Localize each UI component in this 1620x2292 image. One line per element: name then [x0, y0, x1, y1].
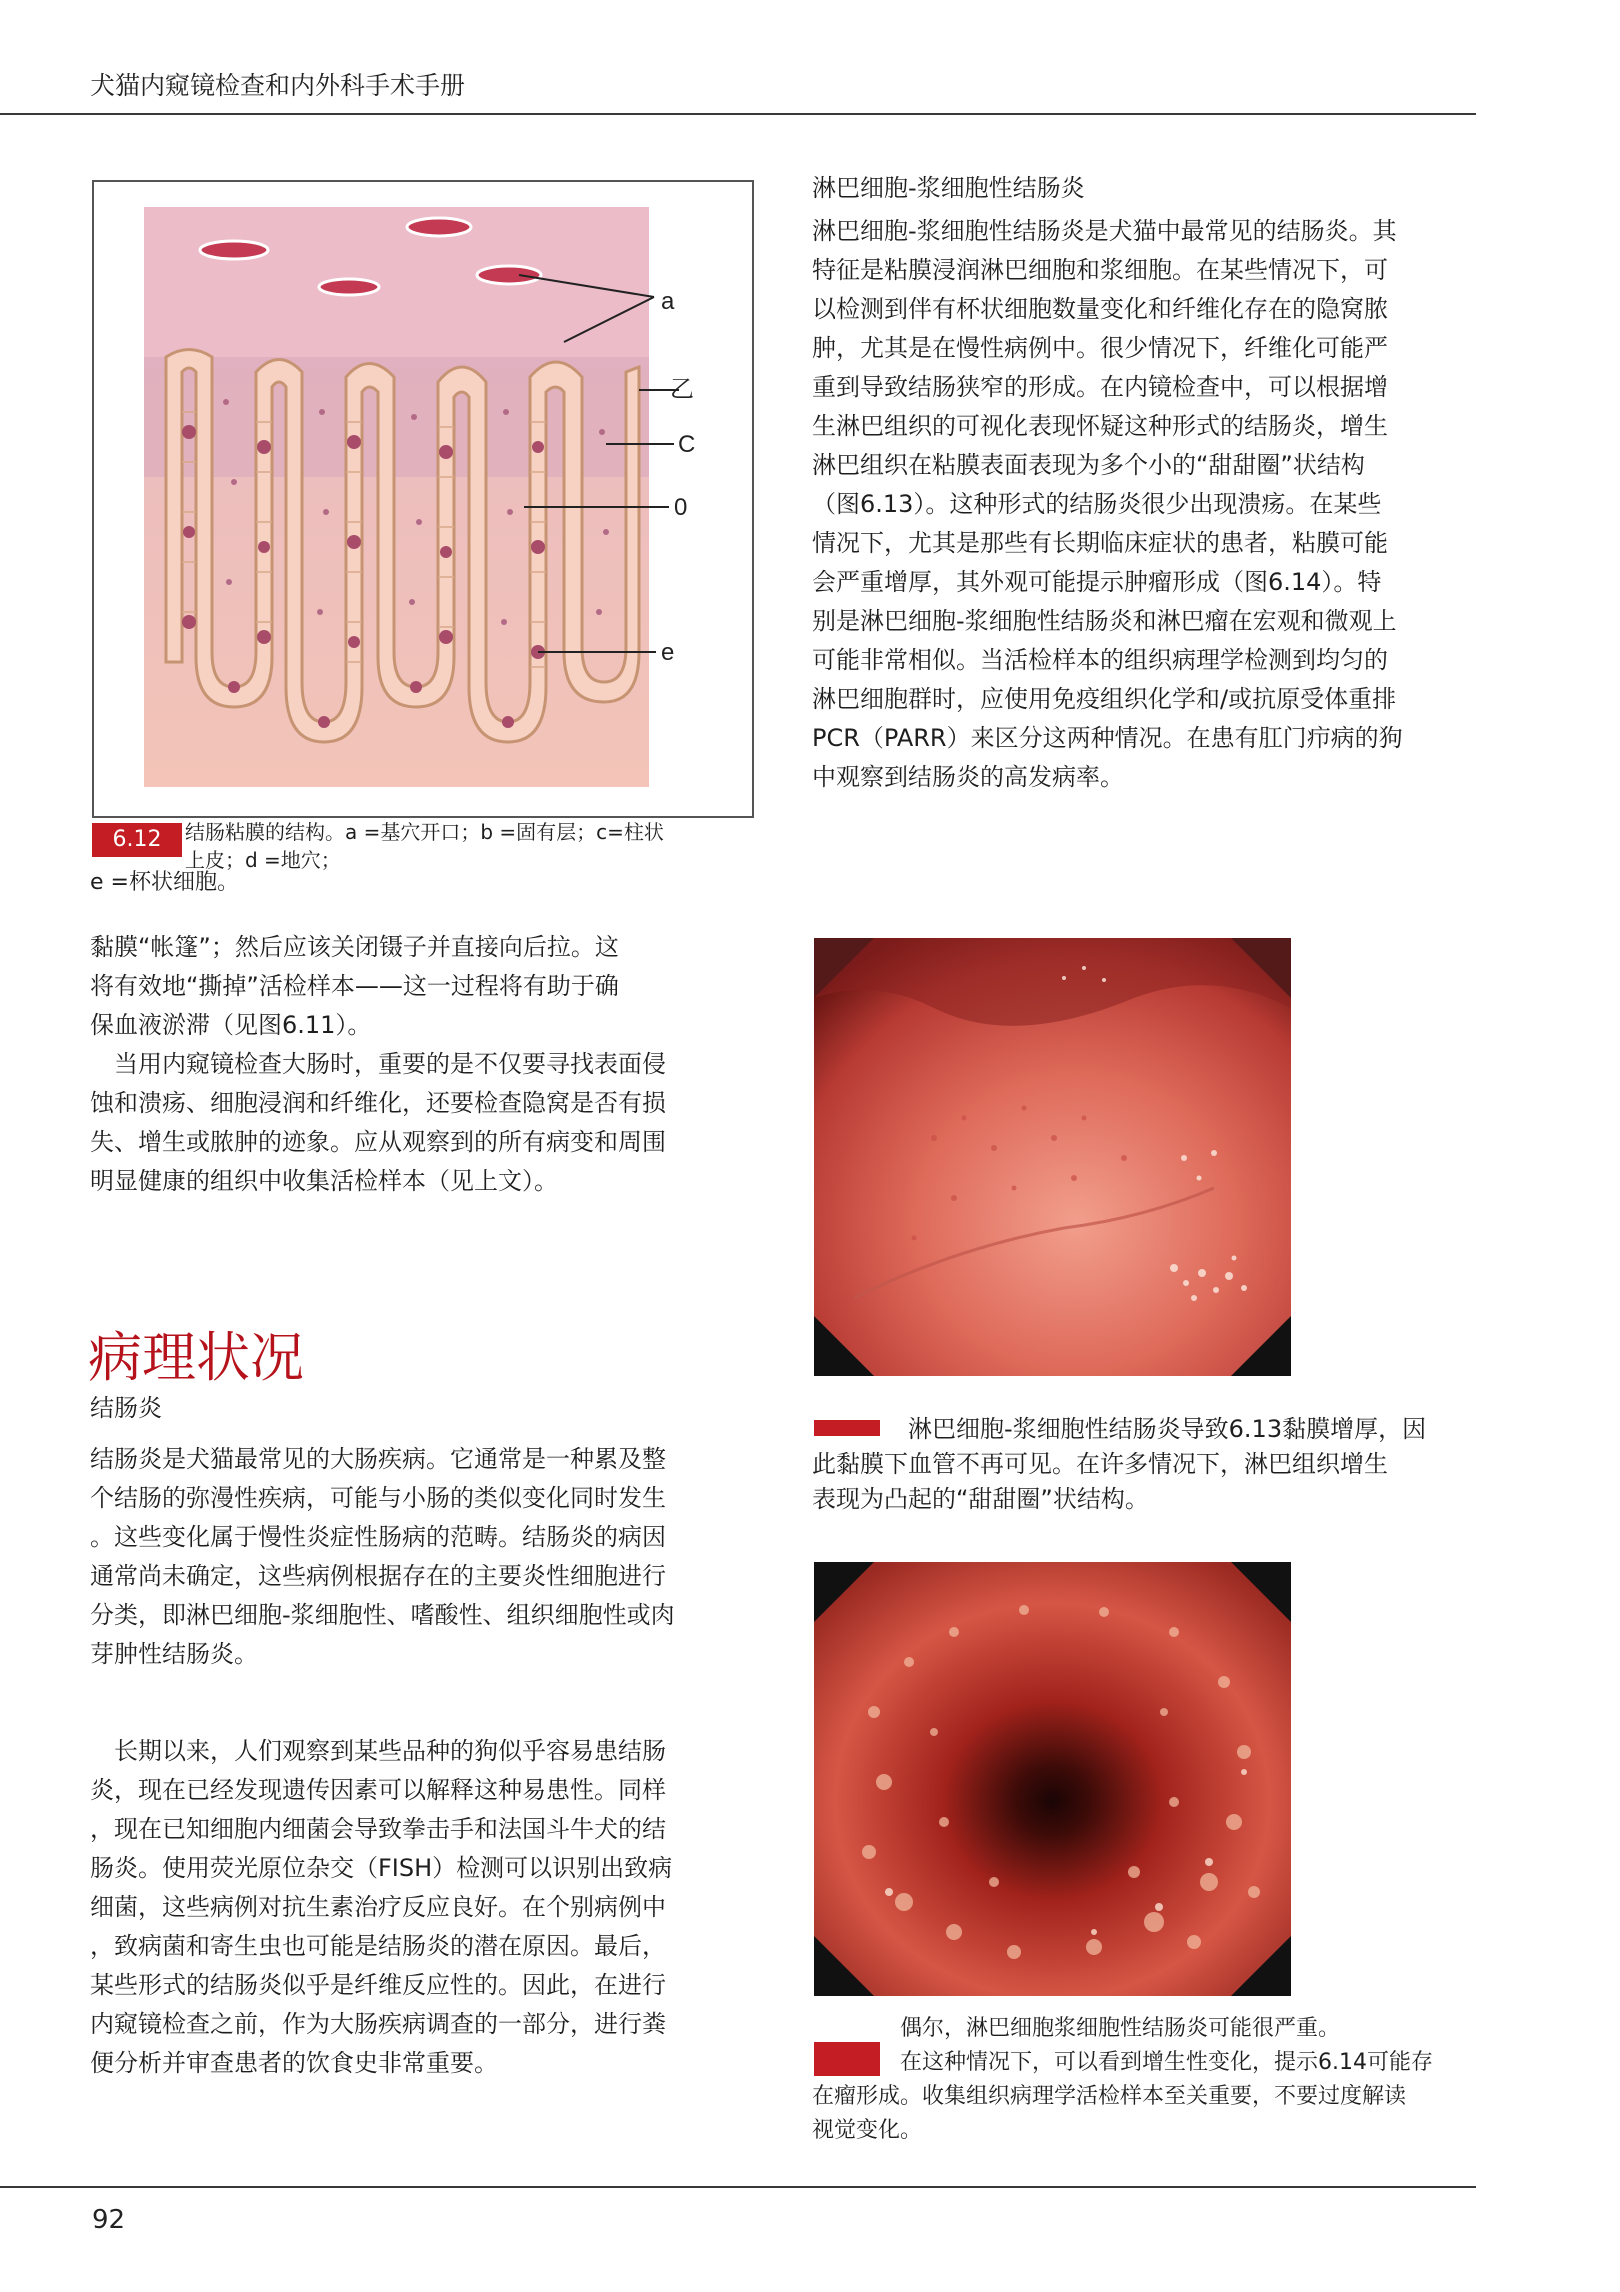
text-line: 别是淋巴细胞-浆细胞性结肠炎和淋巴瘤在宏观和微观上 — [812, 607, 1397, 635]
text-line: 内窥镜检查之前，作为大肠疾病调查的一部分，进行粪 — [90, 2010, 666, 2038]
text-line: 蚀和溃疡、细胞浸润和纤维化，还要检查隐窝是否有损 — [90, 1089, 666, 1117]
endoscopy-image-proliferative-colitis — [814, 1562, 1291, 1996]
text-line: 某些形式的结肠炎似乎是纤维反应性的。因此，在进行 — [90, 1971, 666, 1999]
caption-line: 在瘤形成。收集组织病理学活检样本至关重要，不要过度解读 — [812, 2084, 1407, 2109]
figure-6-12-caption — [185, 818, 745, 874]
figure-6-12-frame — [92, 180, 754, 818]
caption-line: 淋巴细胞-浆细胞性结肠炎导致6.13黏膜增厚，因 — [812, 1415, 1427, 1443]
text-line: （图6.13）。这种形式的结肠炎很少出现溃疡。在某些 — [812, 490, 1382, 518]
paragraph-colitis-intro — [90, 1440, 770, 1674]
text-line: 生淋巴组织的可视化表现怀疑这种形式的结肠炎，增生 — [812, 412, 1388, 440]
page-number: 92 — [92, 2205, 126, 2235]
text-line: 以检测到伴有杯状细胞数量变化和纤维化存在的隐窝脓 — [812, 295, 1388, 323]
figure-6-13-photo — [814, 938, 1291, 1376]
text-line: PCR（PARR）来区分这两种情况。在患有肛门疖病的狗 — [812, 724, 1403, 752]
text-line: ，现在已知细胞内细菌会导致拳击手和法国斗牛犬的结 — [90, 1815, 666, 1843]
text-line: 保血液淤滞（见图6.11）。 — [90, 1011, 372, 1039]
section-heading: 病理状况 — [88, 1326, 304, 1389]
figure-6-14-photo — [814, 1562, 1291, 1996]
subheading-colitis: 结肠炎 — [90, 1394, 162, 1422]
text-line: 情况下，尤其是那些有长期临床症状的患者，粘膜可能 — [812, 529, 1388, 557]
header-rule — [0, 113, 1476, 115]
figure-6-14-caption — [812, 2012, 1477, 2148]
text-line: 。这些变化属于慢性炎症性肠病的范畴。结肠炎的病因 — [90, 1523, 666, 1551]
paragraph-large-bowel-exam — [90, 1045, 760, 1201]
text-line: 失、增生或脓肿的迹象。应从观察到的所有病变和周围 — [90, 1128, 666, 1156]
text-line: 将有效地“撕掉”活检样本——这一过程将有助于确 — [90, 972, 619, 1000]
label-e: e — [661, 639, 675, 666]
label-b: 乙 — [670, 376, 694, 403]
text-line: 重到导致结肠狭窄的形成。在内镜检查中，可以根据增 — [812, 373, 1388, 401]
caption-line: 在这种情况下，可以看到增生性变化，提示6.14可能存 — [812, 2050, 1433, 2075]
text-line: 肠炎。使用荧光原位杂交（FISH）检测可以识别出致病 — [90, 1854, 673, 1882]
text-line: 便分析并审查患者的饮食史非常重要。 — [90, 2049, 498, 2077]
text-line: 分类，即淋巴细胞-浆细胞性、嗜酸性、组织细胞性或肉 — [90, 1601, 675, 1629]
text-line: 个结肠的弥漫性疾病，可能与小肠的类似变化同时发生 — [90, 1484, 666, 1512]
text-line: 长期以来，人们观察到某些品种的狗似乎容易患结肠 — [90, 1737, 666, 1765]
label-c: C — [678, 431, 696, 458]
text-line: 明显健康的组织中收集活检样本（见上文）。 — [90, 1167, 558, 1195]
text-line: 中观察到结肠炎的高发病率。 — [812, 763, 1124, 791]
figure-number-badge: 6.12 — [92, 823, 182, 857]
text-line: 炎，现在已经发现遗传因素可以解释这种易患性。同样 — [90, 1776, 666, 1804]
text-line: 特征是粘膜浸润淋巴细胞和浆细胞。在某些情况下，可 — [812, 256, 1388, 284]
paragraph-colitis-causes — [90, 1732, 770, 2083]
text-line: 淋巴组织在粘膜表面表现为多个小的“甜甜圈”状结构 — [812, 451, 1365, 479]
caption-line: 此黏膜下血管不再可见。在许多情况下，淋巴组织增生 — [812, 1450, 1388, 1478]
text-line: 黏膜“帐篷”；然后应该关闭镊子并直接向后拉。这 — [90, 933, 619, 961]
caption-line: 上皮；d =地穴； — [185, 848, 341, 872]
caption-line: 结肠粘膜的结构。a =基穴开口；b =固有层；c=柱状 — [185, 820, 664, 844]
caption-line: 偶尔，淋巴细胞浆细胞性结肠炎可能很严重。 — [812, 2016, 1341, 2041]
subheading-lp-colitis: 淋巴细胞-浆细胞性结肠炎 — [812, 174, 1085, 202]
label-d: 0 — [674, 494, 688, 521]
paragraph-lp-colitis — [812, 212, 1477, 797]
paragraph-biopsy — [90, 928, 760, 1045]
text-line: 芽肿性结肠炎。 — [90, 1640, 258, 1668]
text-line: 淋巴细胞群时，应使用免疫组织化学和/或抗原受体重排 — [812, 685, 1397, 713]
colon-mucosa-diagram — [94, 182, 752, 816]
text-line: 可能非常相似。当活检样本的组织病理学检测到均匀的 — [812, 646, 1388, 674]
text-line: 淋巴细胞-浆细胞性结肠炎是犬猫中最常见的结肠炎。其 — [812, 217, 1397, 245]
text-line: 结肠炎是犬猫最常见的大肠疾病。它通常是一种累及整 — [90, 1445, 666, 1473]
endoscopy-image-thickened-mucosa — [814, 938, 1291, 1376]
footer-rule — [0, 2186, 1476, 2188]
caption-line: 视觉变化。 — [812, 2118, 923, 2143]
text-line: 当用内窥镜检查大肠时，重要的是不仅要寻找表面侵 — [90, 1050, 666, 1078]
text-line: 会严重增厚，其外观可能提示肿瘤形成（图6.14）。特 — [812, 568, 1382, 596]
text-line: 通常尚未确定，这些病例根据存在的主要炎性细胞进行 — [90, 1562, 666, 1590]
text-line: 细菌，这些病例对抗生素治疗反应良好。在个别病例中 — [90, 1893, 666, 1921]
text-line: 肿，尤其是在慢性病例中。很少情况下，纤维化可能严 — [812, 334, 1388, 362]
running-header: 犬猫内窥镜检查和内外科手术手册 — [90, 71, 466, 100]
figure-6-13-caption — [812, 1412, 1477, 1517]
text-line: ，致病菌和寄生虫也可能是结肠炎的潜在原因。最后， — [90, 1932, 666, 1960]
caption-line: e =杯状细胞。 — [90, 870, 239, 895]
caption-line: 表现为凸起的“甜甜圈”状结构。 — [812, 1485, 1149, 1513]
label-a: a — [661, 288, 675, 315]
